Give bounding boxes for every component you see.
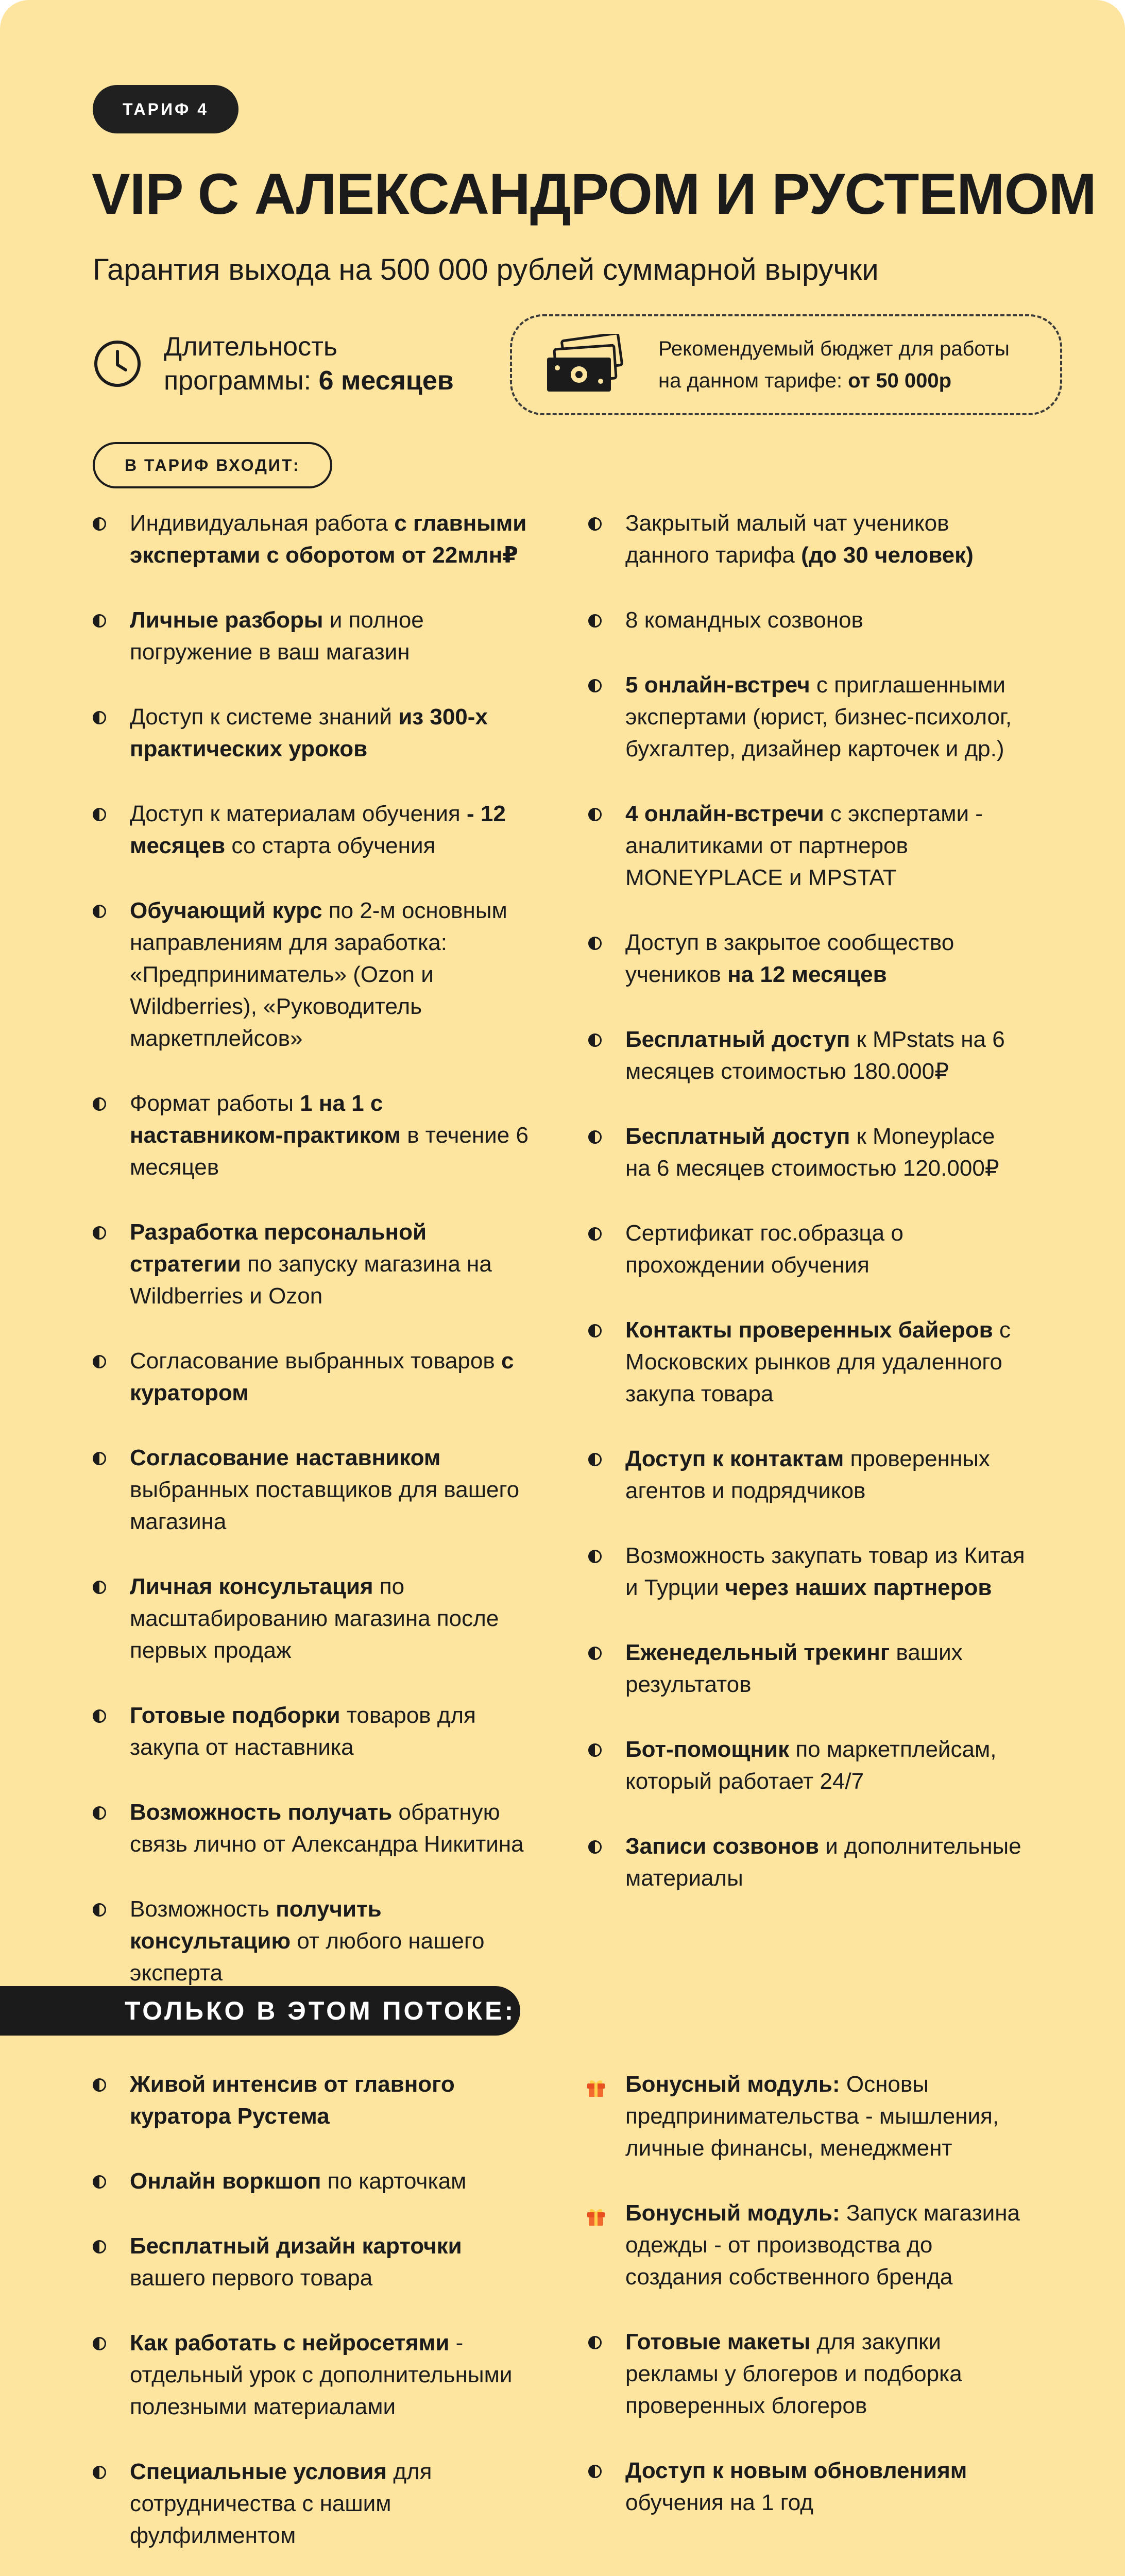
list-item: [588, 1024, 1026, 1088]
half-circle-bullet-icon: [588, 1647, 602, 1660]
half-circle-bullet-icon: [588, 1033, 602, 1047]
list-item: [93, 1893, 531, 1989]
half-circle-bullet-icon: [588, 679, 602, 692]
half-circle-bullet-icon: [93, 1903, 106, 1917]
list-item: [93, 798, 531, 862]
half-circle-bullet-icon: [588, 1550, 602, 1563]
item-text-bold: с главными экспертами с оборотом от 22млн₽: [130, 511, 527, 568]
item-text: по карточкам: [321, 2168, 467, 2194]
budget-prefix: на данном тарифе:: [658, 369, 848, 392]
list-item: [93, 1088, 531, 1183]
list-item: [588, 1831, 1026, 1894]
item-text: Доступ в закрытое сообщество учеников: [625, 930, 954, 987]
item-text-bold: на 12 месяцев: [727, 962, 887, 987]
item-text-bold: Бесплатный доступ: [625, 1027, 850, 1052]
money-icon: [543, 334, 625, 396]
item-text-bold: Специальные условия: [130, 2459, 387, 2484]
item-text-bold: Живой интенсив от главного куратора Рустема: [130, 2072, 455, 2129]
duration-line1: Длительность: [164, 332, 338, 362]
item-text: к Moneyplace на 6 месяцев стоимостью 120.000₽: [625, 1124, 999, 1181]
stream-banner: ТОЛЬКО В ЭТОМ ПОТОКЕ:: [0, 1986, 520, 2036]
list-item: [588, 1540, 1026, 1604]
duration-text: [164, 330, 454, 398]
item-text-bold: Бесплатный доступ: [625, 1124, 850, 1149]
item-text-bold: с куратором: [130, 1348, 514, 1405]
item-text: по масштабированию магазина после первых продаж: [130, 1574, 499, 1663]
budget-value: от 50 000р: [848, 369, 952, 392]
item-text: с приглашенными экспертами (юрист, бизнес-психолог, бухгалтер, дизайнер карточек и др.): [625, 672, 1012, 761]
item-text-bold: Еженедельный трекинг: [625, 1640, 890, 1665]
half-circle-bullet-icon: [588, 2465, 602, 2478]
clock-icon: [93, 339, 142, 388]
item-text: с Московских рынков для удаленного закупа товара: [625, 1317, 1011, 1406]
duration-value: 6 месяцев: [318, 366, 454, 396]
gift-icon: [585, 2075, 607, 2096]
half-circle-bullet-icon: [93, 2466, 106, 2479]
item-text: для закупки рекламы у блогеров и подборка проверенных блогеров: [625, 2329, 962, 2418]
half-circle-bullet-icon: [588, 2336, 602, 2349]
item-text: Доступ к системе знаний: [130, 704, 399, 730]
includes-list-right: [588, 507, 1026, 1927]
half-circle-bullet-icon: [93, 1226, 106, 1240]
list-item: [588, 1217, 1026, 1281]
item-text: 8 командных созвонов: [625, 607, 863, 633]
item-text-bold: (до 30 человек): [801, 543, 974, 568]
item-text: Возможность закупать товар из Китая и Турции: [625, 1543, 1025, 1600]
half-circle-bullet-icon: [588, 1743, 602, 1757]
item-text: от любого нашего эксперта: [130, 1928, 485, 1986]
list-item: [93, 895, 531, 1055]
list-item: [588, 1734, 1026, 1798]
item-text-bold: Готовые подборки: [130, 1703, 340, 1728]
budget-line1: Рекомендуемый бюджет для работы: [658, 337, 1010, 360]
item-text: Возможность: [130, 1896, 276, 1922]
list-item: [588, 2069, 1026, 2164]
item-text-bold: Разработка персональной стратегии: [130, 1219, 427, 1277]
half-circle-bullet-icon: [93, 808, 106, 821]
item-text: Сертификат гос.образца о прохождении обучения: [625, 1221, 904, 1278]
list-item: [588, 604, 1026, 636]
list-item: [93, 2230, 531, 2294]
list-item: [588, 669, 1026, 765]
item-text-bold: Онлайн воркшоп: [130, 2168, 321, 2194]
list-item: [93, 1700, 531, 1764]
item-text-bold: Возможность получать: [130, 1800, 393, 1825]
list-item: [588, 507, 1026, 571]
item-text-bold: Готовые макеты: [625, 2329, 811, 2354]
half-circle-bullet-icon: [93, 1452, 106, 1465]
list-item: [93, 507, 531, 571]
item-text: для сотрудничества с нашим фулфилментом: [130, 2459, 432, 2548]
list-item: [93, 2069, 531, 2132]
half-circle-bullet-icon: [588, 1324, 602, 1337]
item-text: Согласование выбранных товаров: [130, 1348, 501, 1374]
item-text-bold: Бесплатный дизайн карточки: [130, 2233, 462, 2259]
stream-list-right: [588, 2069, 1026, 2552]
item-text-bold: через наших партнеров: [725, 1575, 992, 1600]
half-circle-bullet-icon: [93, 1709, 106, 1723]
item-text: Индивидуальная работа: [130, 511, 395, 536]
list-item: [93, 2165, 531, 2197]
item-text: проверенных агентов и подрядчиков: [625, 1446, 990, 1503]
item-text: Запуск магазина одежды - от производства до создания собственного бренда: [625, 2200, 1020, 2290]
list-item: [93, 1442, 531, 1538]
budget-block: [510, 314, 1062, 415]
includes-list-left: [93, 507, 531, 2022]
item-text-bold: Согласование наставником: [130, 1445, 441, 1470]
item-text: в течение 6 месяцев: [130, 1123, 529, 1180]
list-item: [588, 1443, 1026, 1507]
half-circle-bullet-icon: [588, 614, 602, 628]
item-text: выбранных поставщиков для вашего магазина: [130, 1477, 520, 1534]
list-item: [588, 1314, 1026, 1410]
half-circle-bullet-icon: [93, 1806, 106, 1820]
half-circle-bullet-icon: [93, 711, 106, 724]
item-text: по 2-м основным направлениям для заработка: «Предприниматель» (Ozon и Wildberries), «Руководитель маркетплейсов»: [130, 898, 507, 1051]
half-circle-bullet-icon: [93, 905, 106, 918]
half-circle-bullet-icon: [93, 2240, 106, 2253]
budget-text: [658, 333, 1010, 397]
item-text-bold: Доступ к новым обновлениям: [625, 2458, 967, 2483]
list-item: [588, 2197, 1026, 2293]
item-text: - отдельный урок с дополнительными полезными материалами: [130, 2330, 513, 2419]
item-text-bold: Бот-помощник: [625, 1737, 790, 1762]
item-text-bold: Обучающий курс: [130, 898, 322, 923]
item-text: ваших результатов: [625, 1640, 963, 1697]
half-circle-bullet-icon: [588, 1840, 602, 1854]
item-text-bold: Как работать с нейросетями: [130, 2330, 450, 2355]
list-item: [93, 1571, 531, 1667]
item-text: Основы предпринимательства - мышления, личные финансы, менеджмент: [625, 2072, 999, 2161]
item-text-bold: 5 онлайн-встреч: [625, 672, 810, 698]
list-item: [588, 2326, 1026, 2422]
page-title: VIP С АЛЕКСАНДРОМ И РУСТЕМОМ: [92, 162, 1096, 226]
item-text-bold: Записи созвонов: [625, 1834, 819, 1859]
gift-icon: [585, 2204, 607, 2225]
item-text-bold: Бонусный модуль:: [625, 2072, 840, 2097]
half-circle-bullet-icon: [93, 1581, 106, 1594]
item-text: и полное погружение в ваш магазин: [130, 607, 424, 665]
item-text-bold: Контакты проверенных байеров: [625, 1317, 993, 1343]
list-item: [93, 1345, 531, 1409]
item-text-bold: Личные разборы: [130, 607, 323, 633]
item-text: и дополнительные материалы: [625, 1834, 1021, 1891]
duration-line2: [164, 364, 454, 398]
item-text: к MPstats на 6 месяцев стоимостью 180.000₽: [625, 1027, 1005, 1084]
half-circle-bullet-icon: [588, 1130, 602, 1144]
item-text: с экспертами - аналитиками от партнеров MONEYPLACE и MPSTAT: [625, 801, 983, 890]
item-text-bold: из 300-х практических уроков: [130, 704, 488, 761]
half-circle-bullet-icon: [93, 614, 106, 628]
budget-line2: [658, 365, 1010, 397]
item-text: обучения на 1 год: [625, 2490, 813, 2515]
list-item: [93, 1216, 531, 1312]
item-text-bold: 4 онлайн-встречи: [625, 801, 824, 826]
item-text: Закрытый малый чат учеников данного тарифа: [625, 511, 949, 568]
item-text-bold: Доступ к контактам: [625, 1446, 844, 1471]
stream-list-left: [93, 2069, 531, 2576]
half-circle-bullet-icon: [93, 1097, 106, 1111]
list-item: [93, 701, 531, 765]
list-item: [93, 1797, 531, 1860]
list-item: [588, 1121, 1026, 1184]
half-circle-bullet-icon: [93, 2337, 106, 2350]
list-item: [588, 2455, 1026, 2519]
half-circle-bullet-icon: [588, 808, 602, 821]
list-item: [93, 2456, 531, 2552]
duration-prefix: программы:: [164, 366, 319, 396]
half-circle-bullet-icon: [588, 1227, 602, 1241]
list-item: [93, 2327, 531, 2423]
item-text: обратную связь лично от Александра Никитина: [130, 1800, 524, 1857]
item-text-bold: получить консультацию: [130, 1896, 382, 1954]
item-text: вашего первого товара: [130, 2265, 373, 2291]
duration-block: [93, 330, 454, 398]
half-circle-bullet-icon: [93, 1355, 106, 1368]
half-circle-bullet-icon: [588, 1453, 602, 1466]
half-circle-bullet-icon: [588, 517, 602, 531]
half-circle-bullet-icon: [93, 2078, 106, 2092]
item-text-bold: Личная консультация: [130, 1574, 373, 1599]
half-circle-bullet-icon: [93, 2175, 106, 2189]
item-text: по маркетплейсам, который работает 24/7: [625, 1737, 997, 1794]
item-text-bold: Бонусный модуль:: [625, 2200, 840, 2226]
half-circle-bullet-icon: [588, 937, 602, 950]
item-text: Доступ к материалам обучения: [130, 801, 467, 826]
item-text-bold: 1 на 1 с наставником-практиком: [130, 1091, 401, 1148]
page-subtitle: Гарантия выхода на 500 000 рублей суммарной выручки: [93, 253, 879, 286]
item-text: Формат работы: [130, 1091, 300, 1116]
tariff-badge: ТАРИФ 4: [93, 85, 238, 133]
item-text: по запуску магазина на Wildberries и Ozon: [130, 1251, 492, 1309]
includes-label: В ТАРИФ ВХОДИТ:: [93, 442, 332, 488]
item-text: со старта обучения: [225, 833, 436, 858]
list-item: [588, 927, 1026, 991]
list-item: [93, 604, 531, 668]
half-circle-bullet-icon: [93, 517, 106, 531]
item-text: товаров для закупа от наставника: [130, 1703, 476, 1760]
item-text-bold: - 12 месяцев: [130, 801, 506, 858]
list-item: [588, 798, 1026, 894]
list-item: [588, 1637, 1026, 1701]
